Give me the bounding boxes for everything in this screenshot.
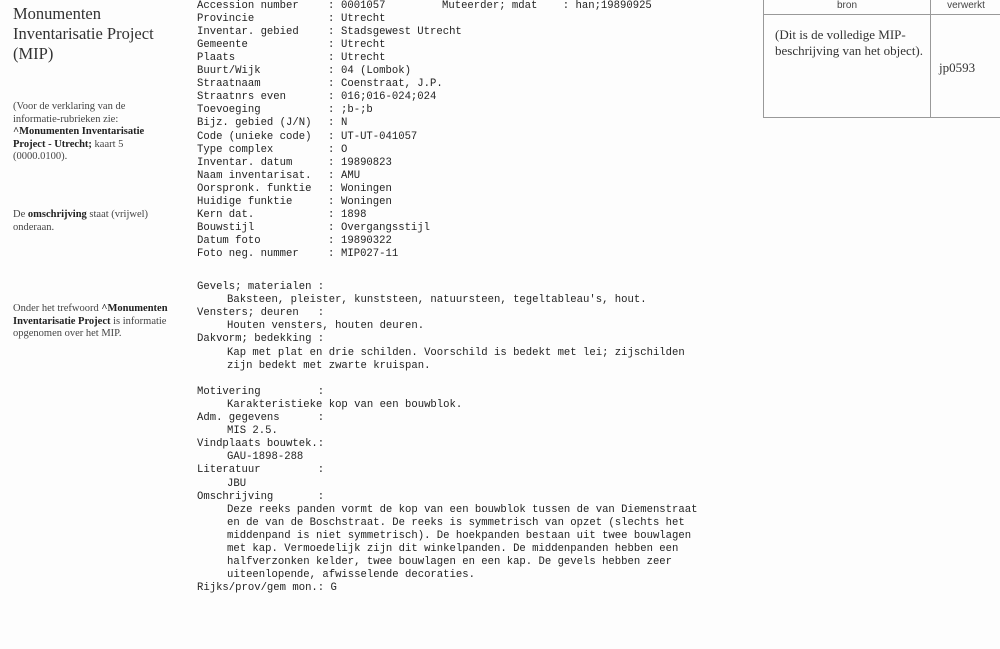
field-separator: : [328, 247, 335, 260]
field-value: Woningen [341, 195, 392, 208]
section-label: Literatuur : [197, 464, 325, 477]
header-bron: bron [764, 0, 931, 15]
note-text: is informatie opgenomen over het MIP. [13, 315, 167, 340]
field-label: Accession number [197, 0, 299, 12]
field-separator: : [328, 0, 335, 12]
field-separator: : [328, 130, 335, 143]
field-value: Stadsgewest Utrecht [341, 26, 462, 39]
field-separator: : [328, 143, 335, 156]
field-label: Oorspronk. funktie [197, 182, 312, 195]
field-label: Straatnaam [197, 78, 261, 91]
section-text: GAU-1898-288 [227, 451, 304, 464]
field-separator: : [328, 221, 335, 234]
field-label: Foto neg. nummer [197, 247, 299, 260]
section-text: zijn bedekt met zwarte kruispan. [227, 359, 431, 372]
section-label: Adm. gegevens : [197, 412, 325, 424]
section-label: Motivering : [197, 385, 325, 398]
section-text: middenpand is niet symmetrisch). De hoekpanden bestaan uit twee bouwlagen [227, 529, 692, 542]
page-title: Monumenten Inventarisatie Project (MIP) [13, 4, 154, 63]
section-label: Rijks/prov/gem mon.: G [197, 582, 337, 595]
field-separator: : [328, 182, 335, 195]
field-value: 0001057 [341, 0, 386, 12]
field-value: 016;016-024;024 [341, 91, 437, 104]
field-label: Provincie [197, 13, 255, 26]
field-value: AMU [341, 169, 361, 182]
section-text: JBU [227, 477, 247, 490]
field-label: Gemeente [197, 39, 248, 52]
header-verwerkt: verwerkt [931, 0, 1000, 15]
note-text: (Voor de verklaring van de informatie-rubrieken zie: [13, 101, 126, 125]
field-label: Code (unieke code) [197, 130, 312, 143]
section-label: Vindplaats bouwtek.: [197, 438, 325, 451]
field-value: 04 (Lombok) [341, 65, 411, 78]
field-value: Woningen [341, 182, 392, 195]
field-separator: : [328, 234, 335, 247]
field-separator: : [328, 117, 335, 130]
info-note-omschrijving [13, 209, 173, 234]
field-label: Datum foto [197, 234, 261, 247]
section-label: Dakvorm; bedekking : [197, 333, 325, 346]
field-value: Utrecht [341, 39, 386, 52]
section-label: Vensters; deuren : [197, 307, 325, 320]
field-separator: : [328, 104, 335, 117]
section-text: met kap. Vermoedelijk zijn dit winkelpanden. De middenpanden hebben een [227, 543, 679, 555]
field-label: Huidige funktie [197, 195, 293, 208]
field-value: 1898 [341, 208, 367, 221]
section-text: Kap met plat en drie schilden. Voorschild is bedekt met lei; zijschilden [227, 346, 685, 359]
section-text: uiteenlopende, afwisselende decoraties. [227, 569, 475, 582]
section-text: Houten vensters, houten deuren. [227, 320, 425, 333]
section-text: Karakteristieke kop van een bouwblok. [227, 398, 463, 411]
note-reference: ^Monumenten Inventarisatie Project [13, 303, 168, 327]
field-separator: : [328, 65, 335, 78]
field-label: Plaats [197, 52, 236, 65]
field-value: Coenstraat, J.P. [341, 78, 443, 91]
field-label: Inventar. datum [197, 156, 293, 169]
mutator-info: Muteerder; mdat : han;19890925 [442, 0, 652, 12]
section-text: Baksteen, pleister, kunststeen, natuursteen, tegeltableau's, hout. [227, 294, 647, 307]
field-label: Bouwstijl [197, 221, 255, 234]
info-note-trefwoord [13, 303, 173, 341]
section-label: Gevels; materialen : [197, 281, 325, 293]
section-text: Deze reeks panden vormt de kop van een bouwblok tussen de van Diemenstraat [227, 503, 698, 516]
section-text: MIS 2.5. [227, 425, 278, 438]
note-text: Onder het trefwoord [13, 303, 99, 314]
field-separator: : [328, 13, 335, 26]
field-value: 19890322 [341, 234, 392, 247]
note-reference: ^Monumenten Inventarisatie Project - Utrecht; [13, 126, 145, 150]
field-value: Utrecht [341, 52, 386, 65]
field-value: ;b-;b [341, 104, 373, 117]
section-text: halfverzonken kelder, twee bouwlagen en een kap. De gevels hebben zeer [227, 556, 673, 569]
field-separator: : [328, 26, 335, 39]
field-separator: : [328, 156, 335, 169]
note-text: kaart 5 (0000.0100). [13, 138, 124, 163]
field-label: Straatnrs even [197, 91, 287, 104]
note-keyword: omschrijving [27, 209, 87, 220]
column-divider [930, 14, 931, 117]
field-separator: : [328, 78, 335, 91]
section-label: Omschrijving : [197, 490, 325, 503]
info-note-rubrieken [13, 101, 173, 164]
field-separator: : [328, 91, 335, 104]
field-value: N [341, 117, 348, 130]
field-label: Bijz. gebied (J/N) [197, 117, 312, 130]
field-separator: : [328, 195, 335, 208]
box-description: (Dit is de volledige MIP-beschrijving van het object). [775, 27, 924, 58]
field-value: O [341, 143, 348, 156]
note-text: staat (vrijwel) onderaan. [13, 209, 149, 233]
field-label: Type complex [197, 143, 274, 156]
field-label: Inventar. gebied [197, 26, 299, 39]
field-separator: : [328, 208, 335, 221]
field-value: MIP027-11 [341, 247, 399, 260]
sidebar [13, 4, 183, 64]
field-value: 19890823 [341, 156, 392, 169]
box-code: jp0593 [939, 60, 976, 75]
field-value: Utrecht [341, 13, 386, 26]
field-label: Toevoeging [197, 104, 261, 117]
field-value: Overgangsstijl [341, 221, 431, 234]
source-box [763, 0, 1000, 118]
field-label: Buurt/Wijk [197, 65, 261, 78]
field-label: Naam inventarisat. [197, 169, 312, 182]
field-value: UT-UT-041057 [341, 130, 418, 143]
note-text: De [13, 209, 26, 220]
field-separator: : [328, 39, 335, 52]
field-separator: : [328, 169, 335, 182]
section-text: en de van de Boschstraat. De reeks is symmetrisch van opzet (slechts het [227, 516, 685, 529]
field-separator: : [328, 52, 335, 65]
field-label: Kern dat. [197, 208, 255, 221]
